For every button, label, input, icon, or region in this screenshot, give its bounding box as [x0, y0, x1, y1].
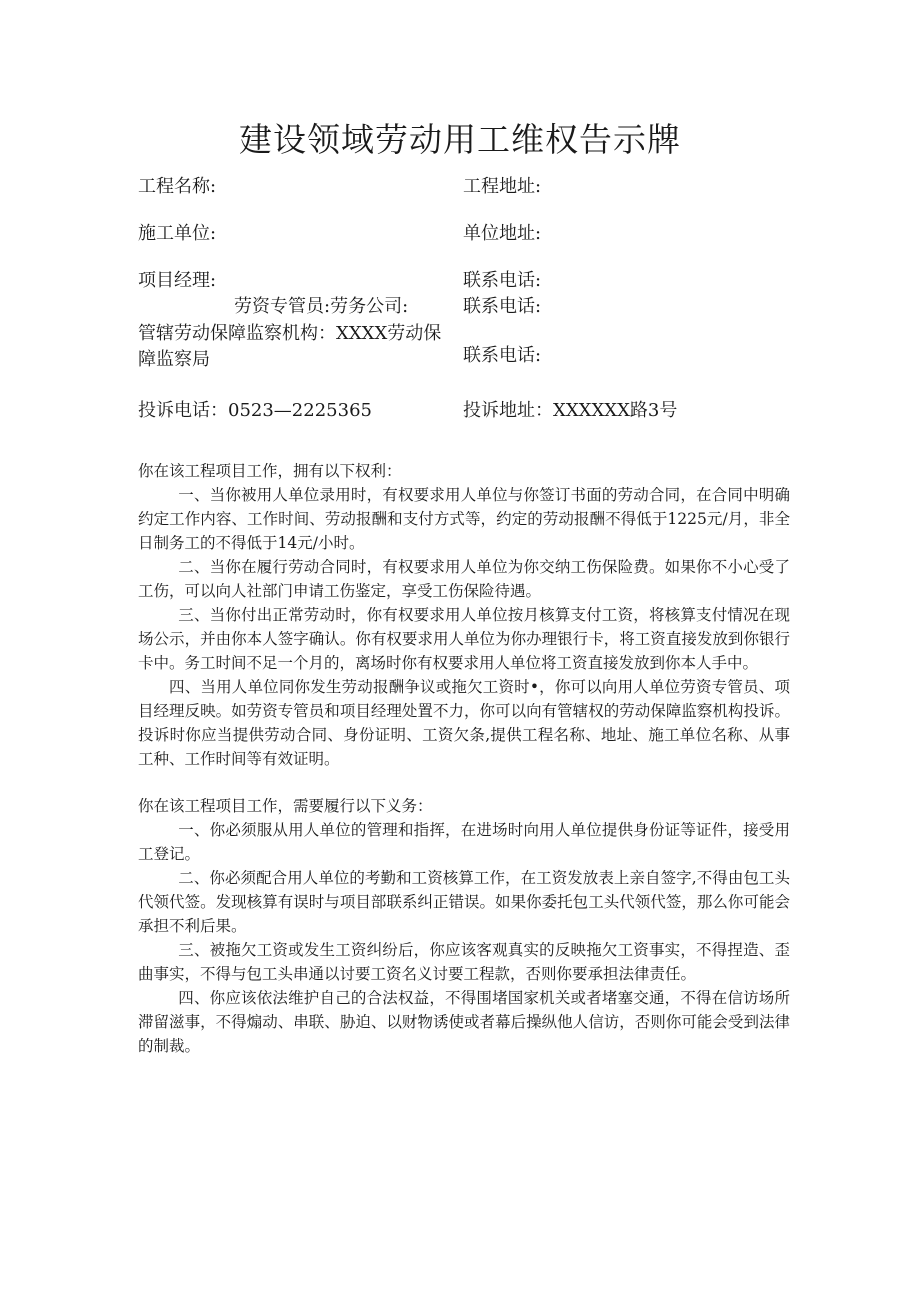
duties-item: 一、你必须服从用人单位的管理和指挥，在进场时向用人单位提供身份证等证件，接受用工登记。 — [138, 821, 790, 863]
rights-item: 一、当你被用人单位录用时，有权要求用人单位与你签订书面的劳动合同，在合同中明确约定工作内容、工作时间、劳动报酬和支付方式等，约定的劳动报酬不得低于1225元/月，非全日制务工的不得低于14元/小时。 — [138, 486, 790, 552]
rights-item: 二、当你在履行劳动合同时，有权要求用人单位为你交纳工伤保险费。如果你不小心受了工伤，可以向人社部门申请工伤鉴定，享受工伤保险待遇。 — [138, 558, 790, 600]
complaint-address: 投诉地址：XXXXXX路3号 — [463, 400, 678, 421]
duties-heading: 你在该工程项目工作，需要履行以下义务： — [138, 797, 433, 815]
section-spacer — [138, 771, 790, 794]
supervision-org-label: 管辖劳动保障监察机构：XXXX劳动保障监察局 — [138, 323, 442, 370]
phone-label-2: 联系电话: — [463, 296, 542, 317]
project-name-label: 工程名称: — [138, 176, 217, 197]
unit-address-label: 单位地址: — [463, 223, 542, 244]
rights-item: 四、当用人单位同你发生劳动报酬争议或拖欠工资时•，你可以向用人单位劳资专管员、项目经理反映。如劳资专管员和项目经理处置不力，你可以向有管辖权的劳动保障监察机构投诉。投诉时你应当提供劳动合同、身份证明、工资欠条,提供工程名称、地址、施工单位名称、从事工种、工作时间等有效证明。 — [138, 678, 790, 768]
project-manager-label: 项目经理: — [138, 270, 217, 291]
project-address-label: 工程地址: — [463, 176, 542, 197]
phone-label-3: 联系电话: — [463, 345, 542, 366]
construction-unit-label: 施工单位: — [138, 223, 217, 244]
complaint-phone: 投诉电话：0523—2225365 — [138, 400, 372, 421]
rights-item: 三、当你付出正常劳动时，你有权要求用人单位按月核算支付工资，将核算支付情况在现场公示，并由你本人签字确认。你有权要求用人单位为你办理银行卡，将工资直接发放到你银行卡中。务工时间不足一个月的，离场时你有权要求用人单位将工资直接发放到你本人手中。 — [138, 606, 790, 672]
page-title: 建设领域劳动用工维权告示牌 — [239, 120, 681, 159]
duties-item: 三、被拖欠工资或发生工资纠纷后，你应该客观真实的反映拖欠工资事实，不得捏造、歪曲事实，不得与包工头串通以讨要工资名义讨要工程款，否则你要承担法律责任。 — [138, 941, 790, 983]
rights-heading: 你在该工程项目工作，拥有以下权利： — [138, 462, 402, 480]
notice-body — [138, 459, 790, 1058]
labor-manager-label: 劳资专管员:劳务公司: — [234, 296, 409, 317]
duties-item: 四、你应该依法维护自己的合法权益，不得围堵国家机关或者堵塞交通，不得在信访场所滞留滋事，不得煽动、串联、胁迫、以财物诱使或者幕后操纵他人信访，否则你可能会受到法律的制裁。 — [138, 989, 790, 1055]
duties-item: 二、你必须配合用人单位的考勤和工资核算工作，在工资发放表上亲自签字,不得由包工头代领代签。发现核算有误时与项目部联系纠正错误。如果你委托包工头代领代签，那么你可能会承担不利后果。 — [138, 869, 790, 935]
phone-label-1: 联系电话: — [463, 270, 542, 291]
